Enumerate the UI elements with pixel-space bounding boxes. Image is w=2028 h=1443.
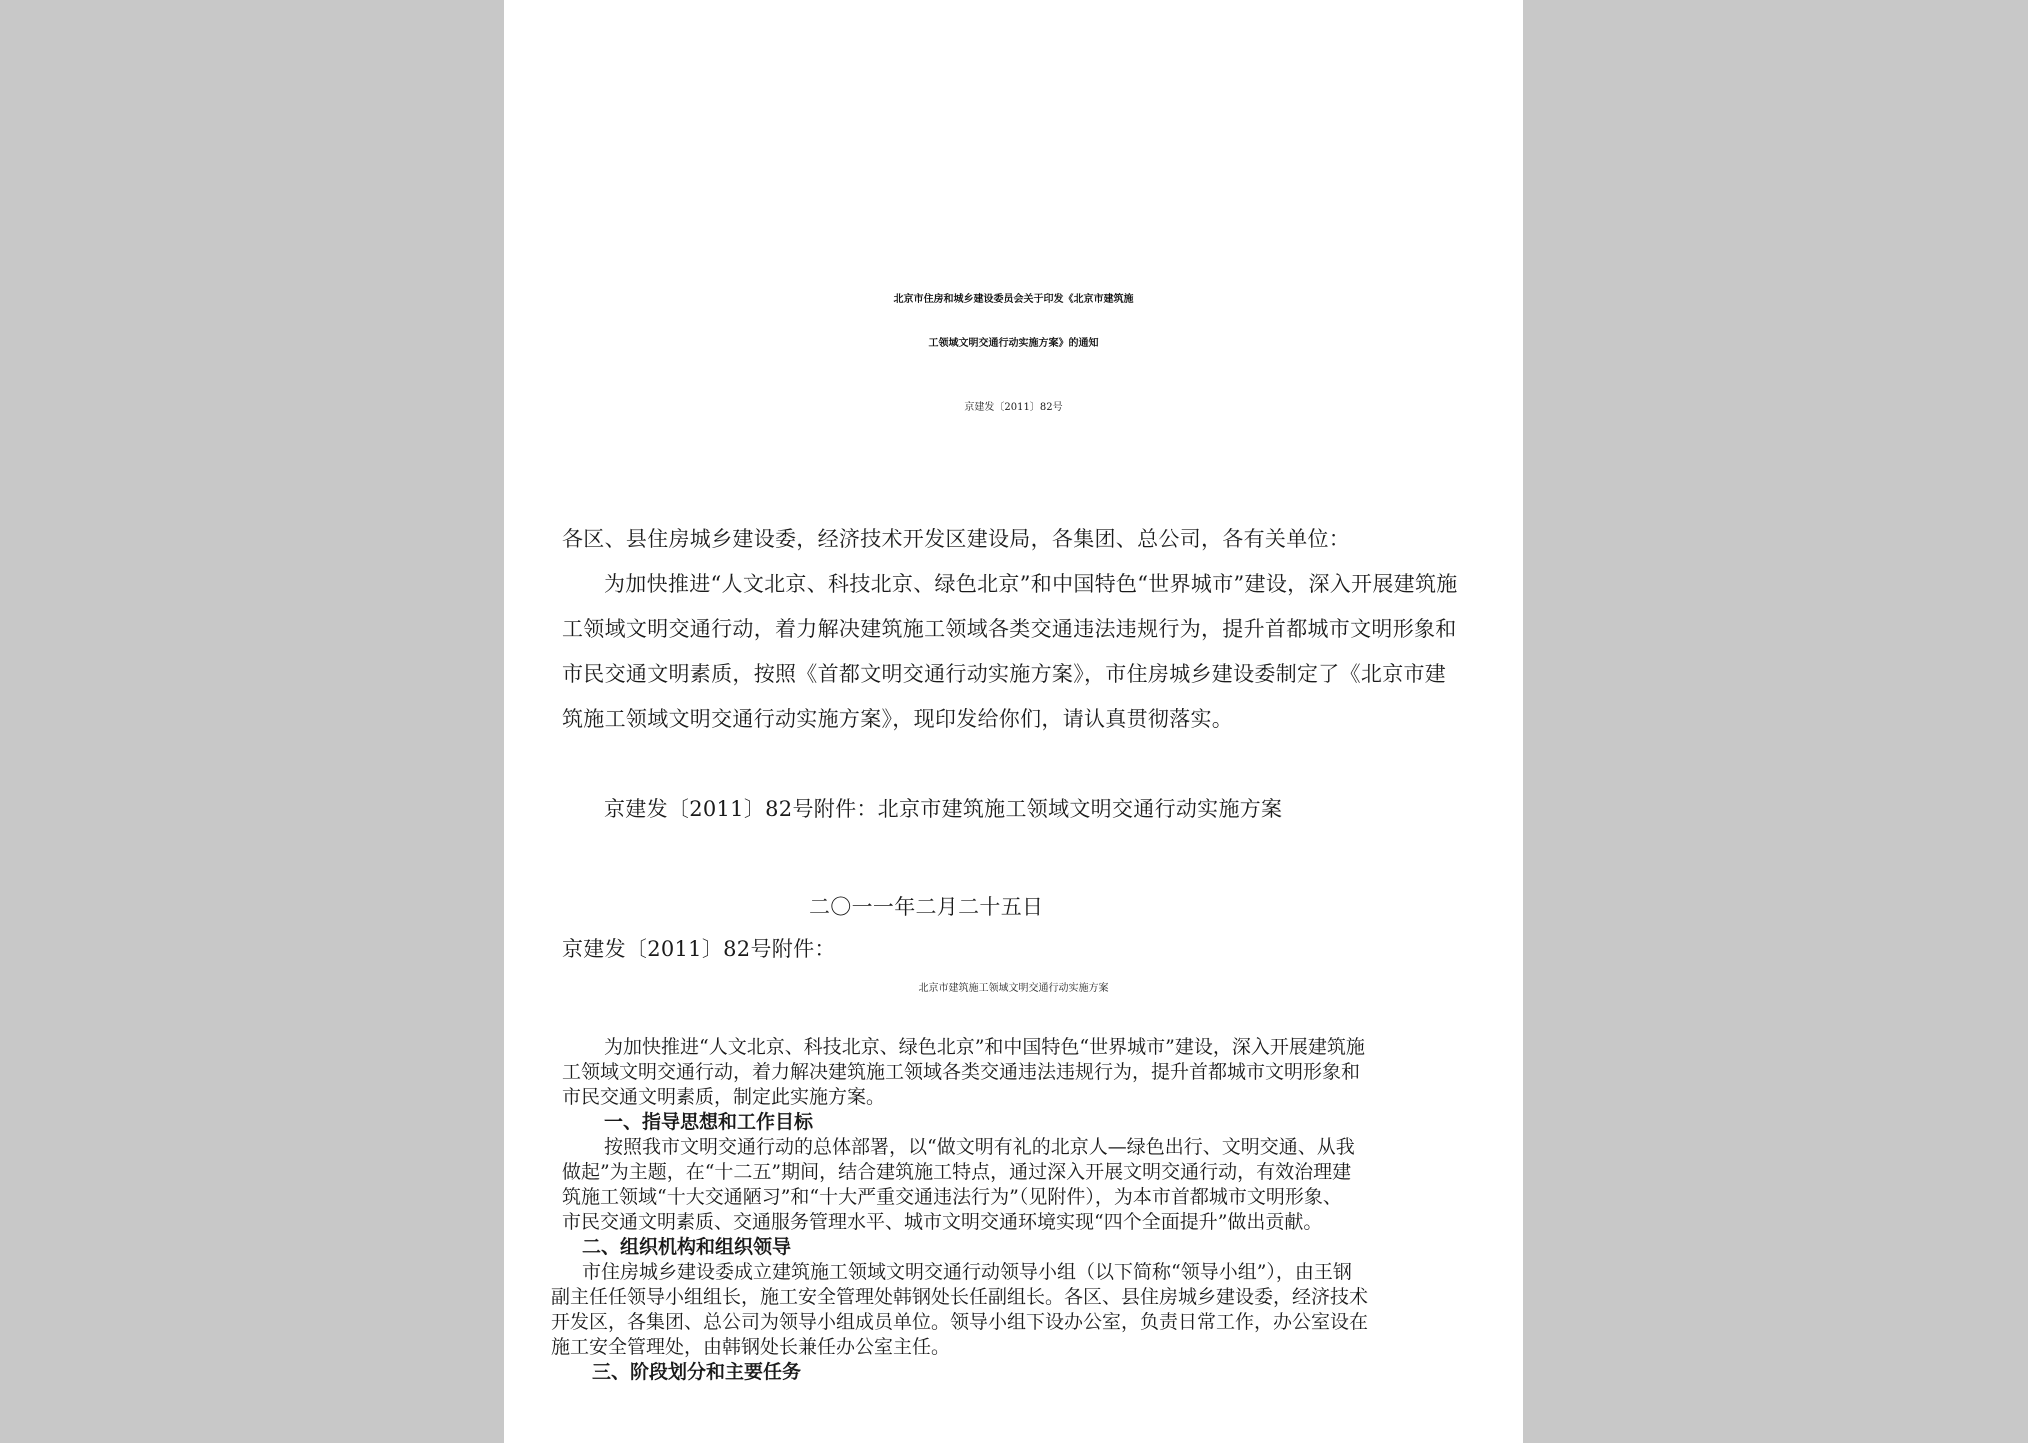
section-heading: 一、指导思想和工作目标 (604, 1111, 814, 1133)
body-line: 市民交通文明素质、交通服务管理水平、城市文明交通环境实现“四个全面提升”做出贡献。 (562, 1211, 1323, 1233)
intro-line: 为加快推进“人文北京、科技北京、绿色北京”和中国特色“世界城市”建设，深入开展建筑施 (604, 572, 1458, 596)
body-line: 开发区，各集团、总公司为领导小组成员单位。领导小组下设办公室，负责日常工作，办公室设在 (551, 1311, 1369, 1333)
body-line: 副主任任领导小组组长，施工安全管理处韩钢处长任副组长。各区、县住房城乡建设委，经济技术 (551, 1286, 1369, 1308)
document-page (504, 0, 1523, 1443)
document-number: 京建发〔2011〕82号 (964, 402, 1063, 413)
document-title-line-1: 北京市住房和城乡建设委员会关于印发《北京市建筑施 (893, 294, 1134, 305)
body-line: 为加快推进“人文北京、科技北京、绿色北京”和中国特色“世界城市”建设，深入开展建筑施 (604, 1036, 1365, 1058)
intro-line: 工领域文明交通行动，着力解决建筑施工领域各类交通违法违规行为，提升首都城市文明形象和 (562, 617, 1457, 641)
intro-line: 市民交通文明素质，按照《首都文明交通行动实施方案》，市住房城乡建设委制定了《北京市建 (562, 662, 1447, 686)
attachment-title: 北京市建筑施工领域文明交通行动实施方案 (918, 983, 1109, 994)
body-line: 市住房城乡建设委成立建筑施工领域文明交通行动领导小组（以下简称“领导小组”），由王钢 (582, 1261, 1352, 1283)
document-title-line-2: 工领域文明交通行动实施方案》的通知 (928, 338, 1099, 349)
body-line: 筑施工领域“十大交通陋习”和“十大严重交通违法行为”（见附件），为本市首都城市文明形象、 (562, 1186, 1342, 1208)
attachment-label: 京建发〔2011〕82号附件： (562, 937, 836, 961)
intro-line: 筑施工领域文明交通行动实施方案》，现印发给你们，请认真贯彻落实。 (562, 707, 1234, 731)
body-line: 工领域文明交通行动，着力解决建筑施工领域各类交通违法违规行为，提升首都城市文明形象和 (562, 1061, 1361, 1083)
body-line: 施工安全管理处，由韩钢处长兼任办公室主任。 (551, 1336, 951, 1358)
body-line: 按照我市文明交通行动的总体部署，以“做文明有礼的北京人—绿色出行、文明交通、从我 (604, 1136, 1355, 1158)
section-heading: 三、阶段划分和主要任务 (592, 1361, 802, 1383)
body-line: 市民交通文明素质，制定此实施方案。 (562, 1086, 886, 1108)
attachment-reference: 京建发〔2011〕82号附件：北京市建筑施工领域文明交通行动实施方案 (604, 797, 1283, 821)
body-line: 做起”为主题，在“十二五”期间，结合建筑施工特点，通过深入开展文明交通行动，有效治理建 (562, 1161, 1352, 1183)
addressee-line: 各区、县住房城乡建设委，经济技术开发区建设局，各集团、总公司，各有关单位： (562, 527, 1351, 551)
section-heading: 二、组织机构和组织领导 (582, 1236, 792, 1258)
issue-date: 二〇一一年二月二十五日 (809, 895, 1044, 919)
